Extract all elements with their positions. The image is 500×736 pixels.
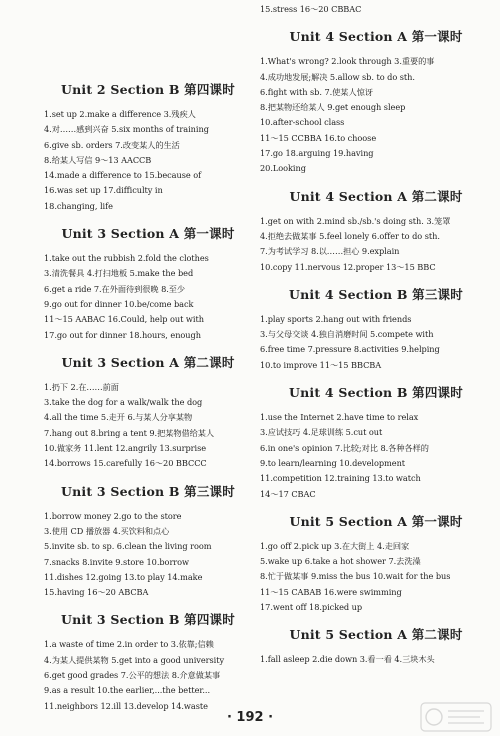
answer-line: 9.go out for dinner 10.be/come back bbox=[44, 298, 194, 309]
answer-line: 6.free time 7.pressure 8.activities 9.helping bbox=[260, 344, 440, 355]
answer-line: 11～15 CABAB 16.were swimming bbox=[260, 586, 402, 597]
answer-line: 7.为考试学习 8.以……担心 9.explain bbox=[260, 246, 400, 257]
answer-line: 11.dishes 12.going 13.to play 14.make bbox=[44, 571, 203, 582]
answer-line: 7.snacks 8.invite 9.store 10.borrow bbox=[44, 556, 190, 567]
answer-line: 14.borrows 15.carefully 16～20 BBCCC bbox=[44, 458, 207, 469]
answer-line: 18.changing, life bbox=[44, 200, 113, 211]
answer-line: 1.set up 2.make a difference 3.残疾人 bbox=[44, 109, 196, 119]
answer-line: 3.take the dog for a walk/walk the dog bbox=[44, 397, 203, 408]
answer-line: 8.把某物还给某人 9.get enough sleep bbox=[260, 102, 406, 113]
section-heading: Unit 4 Section B 第四课时 bbox=[289, 385, 463, 401]
section-heading: Unit 3 Section B 第四课时 bbox=[61, 612, 235, 628]
answer-line: 8.忙于做某事 9.miss the bus 10.wait for the bus bbox=[260, 571, 451, 582]
answer-line: 1.play sports 2.hang out with friends bbox=[260, 313, 412, 324]
section-heading: Unit 2 Section B 第四课时 bbox=[61, 82, 235, 97]
answer-line: 8.给某人写信 9～13 AACCB bbox=[44, 154, 152, 165]
section-heading: Unit 3 Section A 第二课时 bbox=[61, 354, 235, 370]
right-column bbox=[260, 0, 492, 736]
answer-line: 14～17 CBAC bbox=[260, 488, 316, 499]
answer-line: 1.a waste of time 2.in order to 3.依靠;信赖 bbox=[44, 639, 214, 650]
answer-line: 10.after-school class bbox=[260, 117, 345, 128]
section-heading: Unit 5 Section A 第一课时 bbox=[289, 513, 463, 529]
answer-section bbox=[260, 625, 492, 667]
answer-line: 15.having 16～20 ABCBA bbox=[44, 587, 149, 598]
answer-section bbox=[44, 80, 252, 214]
section-heading: Unit 3 Section A 第一课时 bbox=[61, 226, 235, 242]
page-number: · 192 · bbox=[226, 710, 274, 725]
answer-line: 20.Looking bbox=[260, 163, 306, 174]
answer-section bbox=[44, 610, 252, 713]
answer-line: 4.all the time 5.走开 6.与某人分享某物 bbox=[44, 412, 193, 423]
answer-line: 1.扔下 2.在……前面 bbox=[44, 381, 119, 392]
answer-line: 17.go out for dinner 18.hours, enough bbox=[44, 329, 201, 340]
answer-section bbox=[260, 27, 492, 176]
answer-line: 17.went off 18.picked up bbox=[260, 602, 363, 613]
answer-line: 1.use the Internet 2.have time to relax bbox=[260, 412, 419, 423]
answer-line: 5.wake up 6.take a hot shower 7.去洗澡 bbox=[260, 556, 421, 567]
section-heading: Unit 4 Section A 第二课时 bbox=[289, 188, 463, 204]
answer-line: 1.fall asleep 2.die down 3.看一看 4.三块木头 bbox=[260, 654, 435, 665]
answer-line: 17.go 18.arguing 19.having bbox=[260, 148, 374, 159]
section-heading: Unit 5 Section A 第二课时 bbox=[289, 627, 463, 643]
answer-line: 10.copy 11.nervous 12.proper 13～15 BBC bbox=[260, 261, 436, 272]
section-heading: Unit 4 Section A 第一课时 bbox=[289, 29, 463, 45]
answer-line: 7.hang out 8.bring a tent 9.把某物借给某人 bbox=[44, 427, 215, 438]
answer-line: 1.go off 2.pick up 3.在大街上 4.走回家 bbox=[260, 540, 410, 551]
answer-section bbox=[44, 482, 252, 601]
answer-line: 5.invite sb. to sp. 6.clean the living room bbox=[44, 541, 212, 552]
answer-line: 4.对……感到兴奋 5.six months of training bbox=[44, 124, 209, 135]
answer-section bbox=[260, 187, 492, 275]
answer-line: 6.get good grades 7.公平的想法 8.介意做某事 bbox=[44, 670, 221, 681]
answer-line: 11～15 AABAC 16.Could, help out with bbox=[44, 314, 204, 325]
answer-section bbox=[260, 383, 492, 502]
section-heading: Unit 3 Section B 第三课时 bbox=[61, 483, 235, 499]
answer-line: 4.为某人提供某物 5.get into a good university bbox=[44, 654, 225, 665]
answer-line: 15.stress 16～20 CBBAC bbox=[260, 4, 362, 14]
answer-line: 1.take out the rubbish 2.fold the clothes bbox=[44, 253, 209, 264]
answer-line: 11.neighbors 12.ill 13.develop 14.waste bbox=[44, 700, 208, 711]
answer-line: 3.清洗餐具 4.打扫地板 5.make the bed bbox=[44, 268, 194, 279]
answer-line: 6.get a ride 7.在外面待到很晚 8.至少 bbox=[44, 283, 186, 294]
answer-line: 10.做家务 11.lent 12.angrily 13.surprise bbox=[44, 443, 207, 454]
answer-line: 9.as a result 10.the earlier,...the better... bbox=[44, 685, 210, 696]
answer-line: 6.in one's opinion 7.比较;对比 8.各种各样的 bbox=[260, 442, 429, 453]
answer-line: 6.give sb. orders 7.改变某人的生活 bbox=[44, 139, 180, 150]
answer-line: 9.to learn/learning 10.development bbox=[260, 457, 406, 468]
answer-line: 11.competition 12.training 13.to watch bbox=[260, 473, 421, 484]
answer-line: 1.What's wrong? 2.look through 3.重要的事 bbox=[260, 56, 435, 67]
answer-section bbox=[44, 353, 252, 472]
answer-section bbox=[260, 285, 492, 373]
answer-line: 11～15 CCBBA 16.to choose bbox=[260, 132, 377, 143]
answer-line: 14.made a difference to 15.because of bbox=[44, 170, 202, 181]
left-column bbox=[44, 0, 252, 736]
answer-section bbox=[44, 224, 252, 343]
answer-line: 16.was set up 17.difficulty in bbox=[44, 185, 163, 196]
answer-line: 3.与父母交谈 4.独自消磨时间 5.compete with bbox=[260, 329, 434, 340]
answer-line: 10.to improve 11～15 BBCBA bbox=[260, 359, 382, 370]
answer-line: 3.应试技巧 4.足球训练 5.cut out bbox=[260, 427, 383, 438]
answer-line: 6.fight with sb. 7.使某人惊讶 bbox=[260, 86, 373, 97]
answer-line: 3.使用 CD 播放器 4.买饮料和点心 bbox=[44, 525, 170, 536]
answer-line: 4.成功地发展;解决 5.allow sb. to do sth. bbox=[260, 71, 415, 82]
answer-line: 4.拒绝去做某事 5.feel lonely 6.offer to do sth. bbox=[260, 230, 440, 241]
answer-line: 1.get on with 2.mind sb./sb.'s doing sth. 3.笼罩 bbox=[260, 215, 451, 226]
section-heading: Unit 4 Section B 第三课时 bbox=[289, 286, 463, 302]
watermark-logo-icon bbox=[420, 702, 492, 732]
answer-section bbox=[260, 2, 492, 17]
answer-line: 1.borrow money 2.go to the store bbox=[44, 510, 182, 521]
answer-section bbox=[260, 512, 492, 615]
